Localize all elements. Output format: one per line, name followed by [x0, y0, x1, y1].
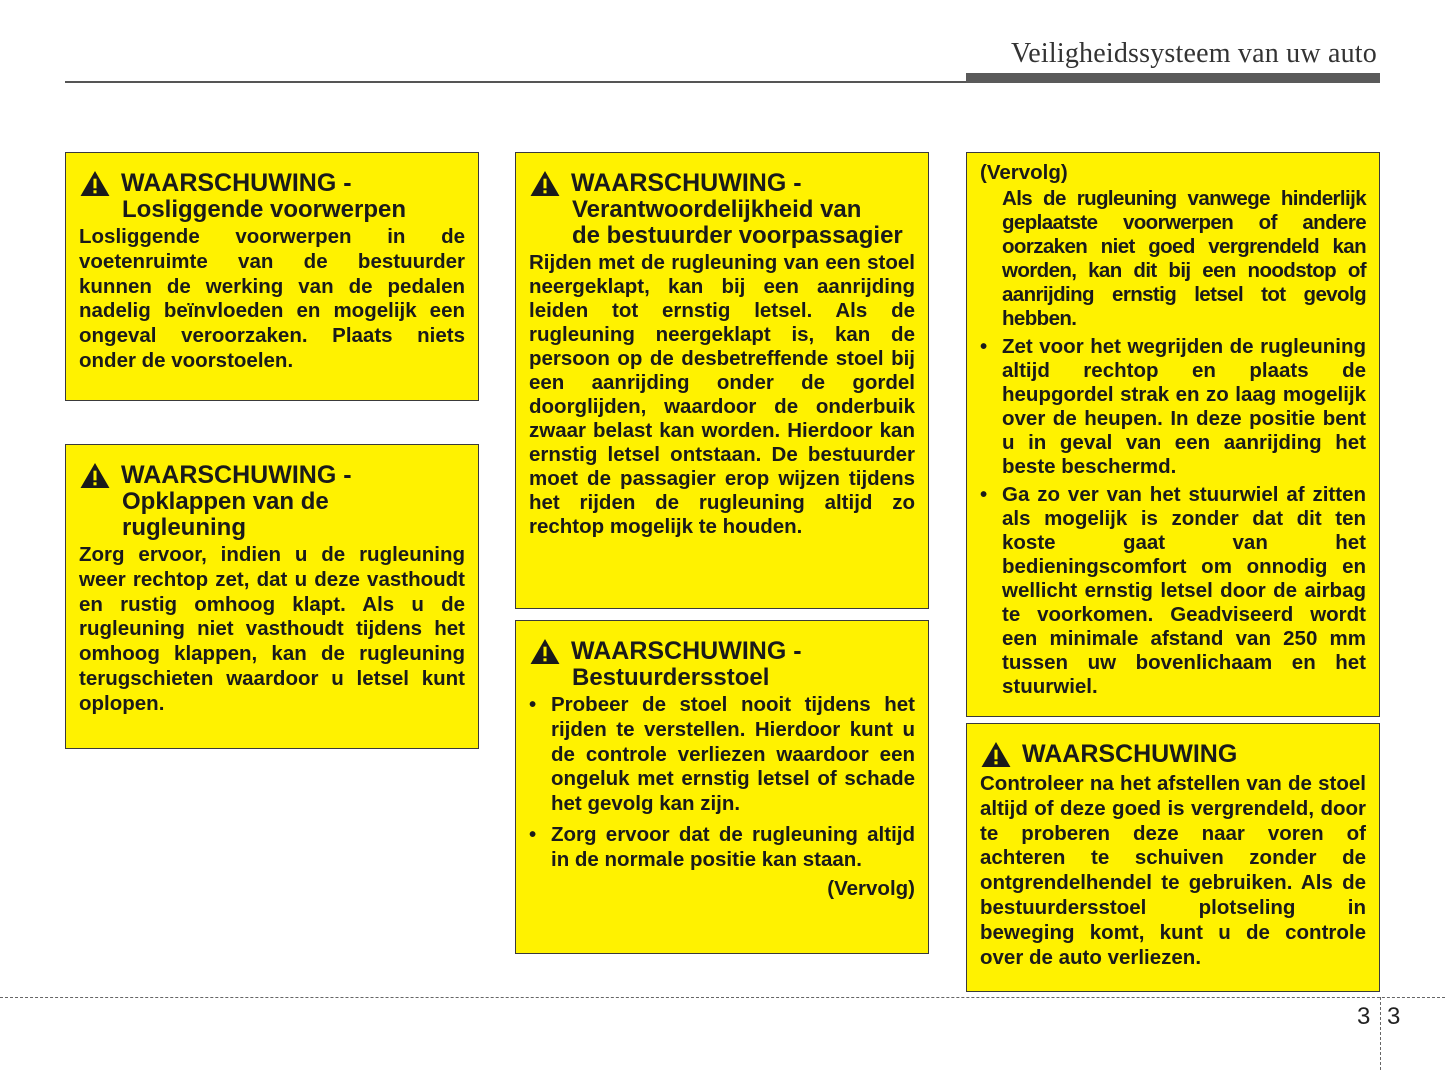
warning-title: WAARSCHUWING: [1022, 740, 1238, 768]
list-item: • Ga zo ver van het stuurwiel af zitten als mogelijk is zonder dat dit ten koste gaat van het bedieningscomfort om onnodig en wellicht ernstig letsel door de airbag te voorkomen. Geadviseerd wordt een minimale afstand van 250 mm tussen uw bovenlichaam en het stuurwiel.: [980, 483, 1366, 698]
continued-label: (Vervolg): [980, 161, 1068, 184]
warning-box-seat-locked: [966, 723, 1380, 992]
warning-triangle-icon: [79, 462, 111, 489]
page-number: 3: [1387, 1003, 1401, 1030]
bullet-text: Probeer de stoel nooit tijdens het rijden te verstellen. Hierdoor kunt u de controle verliezen waardoor een ongeluk met ernstig letsel of schade het gevolg kan zijn.: [551, 693, 915, 816]
warning-body: Controleer na het afstellen van de stoel altijd of deze goed is vergrendeld, door te proberen deze naar voren of achteren te schuiven zonder de ontgrendelhendel te gebruiken. Als de bestuurdersstoel plotseling in beweging komt, kunt u de controle over de auto verliezen.: [980, 772, 1366, 969]
warning-heading: [79, 461, 465, 489]
warning-subtitle-line1: Verantwoordelijkheid van: [572, 196, 862, 223]
warning-heading: [529, 637, 915, 665]
warning-title: WAARSCHUWING -: [571, 169, 802, 197]
warning-title: WAARSCHUWING -: [121, 461, 352, 489]
continued-label: (Vervolg): [827, 876, 915, 900]
warning-title: WAARSCHUWING -: [121, 169, 352, 197]
section-title: Veiligheidssysteem van uw auto: [1010, 38, 1377, 69]
warning-triangle-icon: [529, 170, 561, 197]
warning-body: Zorg ervoor, indien u de rugleuning weer rechtop zet, dat u deze vasthoudt en rustig omhoog klapt. Als u de rugleuning niet vasthoudt tijdens het omhoog klappen, kan de rugleuning terugschieten waardoor u letsel kunt oplopen.: [79, 543, 465, 715]
warning-triangle-icon: [79, 170, 111, 197]
continued-intro: Als de rugleuning vanwege hinderlijk geplaatste voorwerpen of andere oorzaken niet goed vergrendeld kan worden, kan dit bij een noodstop of aanrijding ernstig letsel tot gevolg hebben.: [1002, 187, 1366, 330]
warning-triangle-icon: [529, 638, 561, 665]
warning-heading: [980, 740, 1366, 768]
warning-box-continued: [966, 152, 1380, 717]
warning-heading: [79, 169, 465, 197]
bullet-text: Zorg ervoor dat de rugleuning altijd in de normale positie kan staan.: [551, 822, 915, 871]
warning-box-driver-responsibility: [515, 152, 929, 609]
warning-triangle-icon: [980, 741, 1012, 768]
chapter-number: 3: [1357, 1003, 1371, 1030]
footer-dashed-divider: [1380, 997, 1381, 1070]
list-item: • Probeer de stoel nooit tijdens het rijden te verstellen. Hierdoor kunt u de controle verliezen waardoor een ongeluk met ernstig letsel of schade het gevolg kan zijn.: [529, 693, 915, 816]
warning-subtitle-line1: Opklappen van de: [122, 488, 329, 515]
bullet-text: Zet voor het wegrijden de rugleuning altijd rechtop en plaats de heupgordel strak en zo laag mogelijk over de heupen. In deze positie bent u in geval van een aanrijding het beste beschermd.: [1002, 335, 1366, 478]
warning-heading: [529, 169, 915, 197]
warning-subtitle-line2: rugleuning: [122, 514, 246, 541]
warning-title: WAARSCHUWING -: [571, 637, 802, 665]
warning-subtitle: Losliggende voorwerpen: [122, 196, 407, 223]
warning-body: Losliggende voorwerpen in de voetenruimte van de bestuurder kunnen de werking van de pedalen nadelig beïnvloeden en mogelijk een ongeval veroorzaken. Plaats niets onder de voorstoelen.: [79, 225, 465, 372]
warning-body: Rijden met de rugleuning van een stoel neergeklapt, kan bij een aanrijding leiden tot ernstig letsel. Als de rugleuning neergeklapt is, kan de persoon op de desbetreffende stoel bij een aanrijding onder de gordel doorglijden, waardoor de onderbuik zwaar belast kan worden. Hierdoor kan ernstig letsel ontstaan. De bestuurder moet de passagier erop wijzen tijdens het rijden de rugleuning altijd zo rechtop mogelijk te houden.: [529, 251, 915, 538]
warning-box-driver-seat: [515, 620, 929, 954]
header-bar: [966, 73, 1380, 83]
list-item: • Zet voor het wegrijden de rugleuning altijd rechtop en plaats de heupgordel strak en zo laag mogelijk over de heupen. In deze positie bent u in geval van een aanrijding het beste beschermd.: [980, 335, 1366, 478]
warning-subtitle-line2: de bestuurder voorpassagier: [572, 222, 903, 249]
warning-box-folding-backrest: [65, 444, 479, 749]
list-item: • Zorg ervoor dat de rugleuning altijd in de normale positie kan staan.: [529, 822, 915, 871]
warning-subtitle: Bestuurdersstoel: [572, 664, 770, 691]
bullet-text: Ga zo ver van het stuurwiel af zitten als mogelijk is zonder dat dit ten koste gaat van het bedieningscomfort om onnodig en wellicht ernstig letsel door de airbag te voorkomen. Geadviseerd wordt een minimale afstand van 250 mm tussen uw bovenlichaam en het stuurwiel.: [1002, 483, 1366, 698]
warning-box-loose-items: [65, 152, 479, 401]
footer-dashed-rule: [0, 997, 1445, 998]
